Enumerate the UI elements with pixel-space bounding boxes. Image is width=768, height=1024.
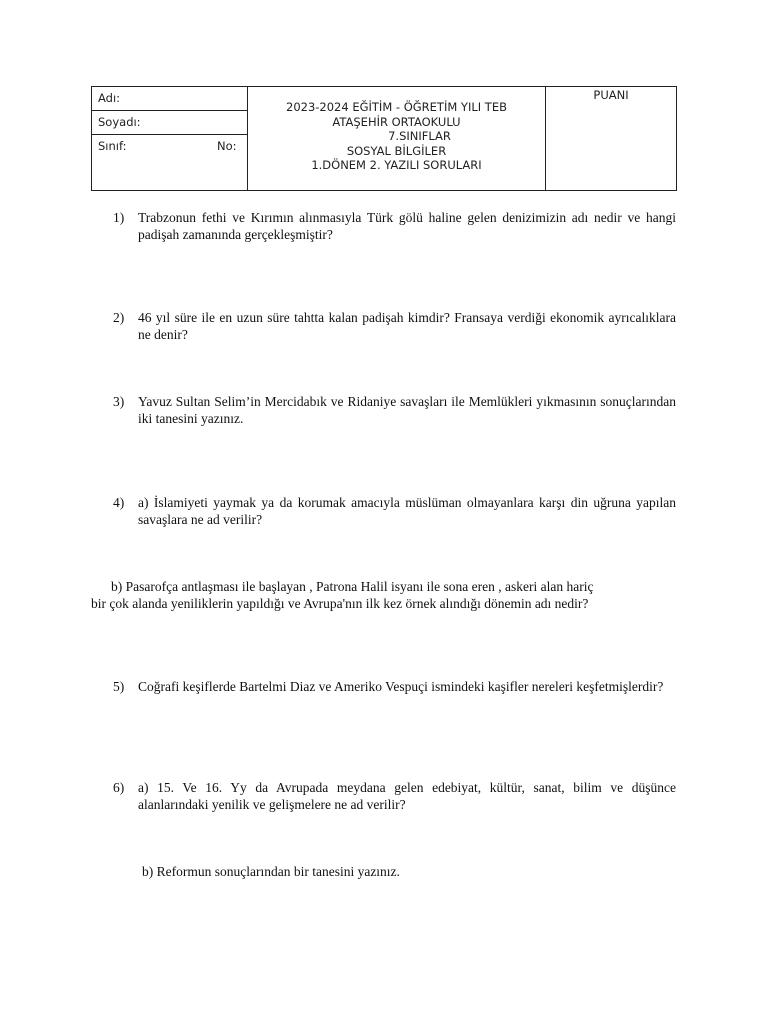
question-2 — [113, 309, 676, 343]
question-4b-line-2: bir çok alanda yeniliklerin yapıldığı ve Avrupa'nın ilk kez örnek alındığı dönemin adı nedir? — [91, 596, 589, 611]
question-text: a) 15. Ve 16. Yy da Avrupada meydana gelen edebiyat, kültür, sanat, bilim ve düşünce alanlarındaki yenilik ve gelişmelere ne ad verilir? — [138, 780, 676, 812]
question-text: Trabzonun fethi ve Kırımın alınmasıyla Türk gölü haline gelen denizimizin adı nedir ve hangi padişah zamanında gerçekleşmiştir? — [138, 210, 676, 242]
question-number: 1) — [113, 210, 125, 225]
title-line-5: 1.DÖNEM 2. YAZILI SORULARI — [311, 158, 482, 172]
score-box — [546, 87, 676, 191]
title-line-4: SOSYAL BİLGİLER — [346, 143, 447, 158]
question-3 — [113, 393, 676, 427]
question-6b: b) Reformun sonuçlarından bir tanesini yazınız. — [142, 864, 400, 879]
class-label: Sınıf: — [98, 139, 127, 153]
question-text: Coğrafi keşiflerde Bartelmi Diaz ve Ameriko Vespuçi ismindeki kaşifler nereleri keşfetmişlerdir? — [138, 679, 664, 694]
question-4b-line-1: b) Pasarofça antlaşması ile başlayan , Patrona Halil isyanı ile sona eren , askeri alan hariç — [111, 579, 594, 594]
question-6a — [113, 779, 676, 813]
question-4a — [113, 494, 676, 528]
name-row — [92, 87, 247, 111]
question-1 — [113, 209, 676, 243]
question-text: 46 yıl süre ile en uzun süre tahtta kalan padişah kimdir? Fransaya verdiği ekonomik ayrıcalıklara ne denir? — [138, 310, 676, 342]
question-number: 3) — [113, 394, 125, 409]
exam-title — [248, 87, 546, 190]
question-number: 5) — [113, 679, 125, 694]
score-label: PUANI — [593, 88, 629, 102]
title-line-1: 2023-2024 EĞİTİM - ÖĞRETİM YILI TEB — [286, 100, 507, 114]
surname-label: Soyadı: — [98, 115, 141, 129]
question-5 — [113, 678, 676, 695]
question-number: 2) — [113, 310, 125, 325]
question-text: Yavuz Sultan Selim’in Mercidabık ve Ridaniye savaşları ile Memlükleri yıkmasının sonuçlarından iki tanesini yazınız. — [138, 394, 676, 426]
surname-row — [92, 111, 247, 135]
question-number: 4) — [113, 495, 125, 510]
student-info-column — [92, 87, 248, 190]
number-label: No: — [217, 139, 237, 153]
title-line-3: 7.SINIFLAR — [388, 129, 451, 143]
question-text: a) İslamiyeti yaymak ya da korumak amacıyla müslüman olmayanlara karşı din uğruna yapılan savaşlara ne ad verilir? — [138, 495, 676, 527]
class-row — [92, 135, 247, 159]
title-line-2: ATAŞEHİR ORTAOKULU — [332, 114, 461, 129]
question-number: 6) — [113, 780, 125, 795]
header-table — [91, 86, 677, 191]
name-label: Adı: — [98, 91, 121, 105]
